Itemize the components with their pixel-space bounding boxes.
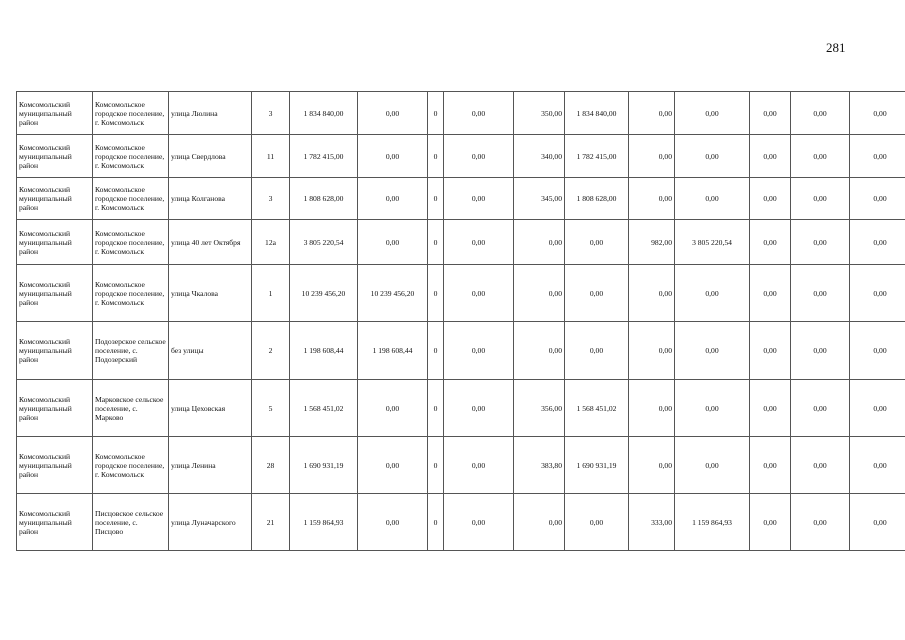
value-cell: 0,00 <box>444 265 514 322</box>
cost-cell: 0,00 <box>675 437 750 494</box>
area-cell: 982,00 <box>629 220 675 265</box>
area-cell: 345,00 <box>514 178 565 220</box>
value-cell: 0,00 <box>750 494 791 551</box>
cost-cell: 0,00 <box>675 178 750 220</box>
house-number-cell: 5 <box>252 380 290 437</box>
value-cell: 0,00 <box>750 178 791 220</box>
value-cell: 0,00 <box>791 322 850 380</box>
value-cell: 0,00 <box>850 265 905 322</box>
table-row <box>17 494 905 551</box>
cost-cell: 0,00 <box>675 380 750 437</box>
value-cell: 1 198 608,44 <box>358 322 428 380</box>
value-cell: 0,00 <box>444 135 514 178</box>
area-cell: 0,00 <box>629 437 675 494</box>
table-row <box>17 220 905 265</box>
value-cell: 0,00 <box>850 92 905 135</box>
count-cell: 0 <box>428 220 444 265</box>
table-row <box>17 178 905 220</box>
cost-cell: 0,00 <box>565 322 629 380</box>
table-row <box>17 322 905 380</box>
area-cell: 383,80 <box>514 437 565 494</box>
cost-cell: 1 159 864,93 <box>675 494 750 551</box>
street-cell: улица Колганова <box>169 178 252 220</box>
area-cell: 333,00 <box>629 494 675 551</box>
settlement-cell: Писцовское сельское поселение, с. Писцово <box>93 494 169 551</box>
cost-cell: 0,00 <box>565 494 629 551</box>
value-cell: 0,00 <box>850 322 905 380</box>
area-cell: 0,00 <box>514 265 565 322</box>
count-cell: 0 <box>428 265 444 322</box>
cost-cell: 0,00 <box>565 220 629 265</box>
value-cell: 0,00 <box>750 322 791 380</box>
value-cell: 0,00 <box>850 494 905 551</box>
value-cell: 0,00 <box>850 437 905 494</box>
value-cell: 0,00 <box>791 135 850 178</box>
total-cost-cell: 1 568 451,02 <box>290 380 358 437</box>
value-cell: 0,00 <box>444 322 514 380</box>
table-row <box>17 265 905 322</box>
value-cell: 0,00 <box>444 178 514 220</box>
value-cell: 0,00 <box>444 92 514 135</box>
area-cell: 0,00 <box>629 178 675 220</box>
street-cell: улица Свердлова <box>169 135 252 178</box>
value-cell: 0,00 <box>358 437 428 494</box>
area-cell: 0,00 <box>629 92 675 135</box>
cost-cell: 1 834 840,00 <box>565 92 629 135</box>
area-cell: 0,00 <box>514 322 565 380</box>
table-row <box>17 135 905 178</box>
value-cell: 0,00 <box>750 437 791 494</box>
value-cell: 0,00 <box>358 380 428 437</box>
value-cell: 0,00 <box>358 178 428 220</box>
value-cell: 0,00 <box>358 220 428 265</box>
area-cell: 0,00 <box>629 135 675 178</box>
count-cell: 0 <box>428 178 444 220</box>
cost-cell: 1 690 931,19 <box>565 437 629 494</box>
street-cell: улица Цеховская <box>169 380 252 437</box>
value-cell: 0,00 <box>791 178 850 220</box>
value-cell: 0,00 <box>444 437 514 494</box>
cost-cell: 0,00 <box>675 265 750 322</box>
value-cell: 0,00 <box>791 437 850 494</box>
value-cell: 0,00 <box>791 92 850 135</box>
table-row <box>17 380 905 437</box>
total-cost-cell: 1 690 931,19 <box>290 437 358 494</box>
settlement-cell: Комсомольское городское поселение, г. Комсомольск <box>93 265 169 322</box>
settlement-cell: Марковское сельское поселение, с. Марково <box>93 380 169 437</box>
area-cell: 0,00 <box>629 322 675 380</box>
value-cell: 0,00 <box>444 380 514 437</box>
value-cell: 0,00 <box>850 380 905 437</box>
value-cell: 0,00 <box>791 494 850 551</box>
count-cell: 0 <box>428 135 444 178</box>
house-number-cell: 11 <box>252 135 290 178</box>
district-cell: Комсомольский муниципальный район <box>17 265 93 322</box>
value-cell: 0,00 <box>750 265 791 322</box>
house-number-cell: 3 <box>252 178 290 220</box>
settlement-cell: Комсомольское городское поселение, г. Комсомольск <box>93 92 169 135</box>
district-cell: Комсомольский муниципальный район <box>17 437 93 494</box>
area-cell: 0,00 <box>514 220 565 265</box>
total-cost-cell: 1 834 840,00 <box>290 92 358 135</box>
value-cell: 0,00 <box>750 92 791 135</box>
district-cell: Комсомольский муниципальный район <box>17 494 93 551</box>
area-cell: 340,00 <box>514 135 565 178</box>
settlement-cell: Подозерское сельское поселение, с. Подозерский <box>93 322 169 380</box>
total-cost-cell: 1 159 864,93 <box>290 494 358 551</box>
count-cell: 0 <box>428 380 444 437</box>
value-cell: 0,00 <box>444 220 514 265</box>
count-cell: 0 <box>428 437 444 494</box>
value-cell: 0,00 <box>791 220 850 265</box>
value-cell: 0,00 <box>358 92 428 135</box>
cost-cell: 0,00 <box>565 265 629 322</box>
value-cell: 0,00 <box>791 380 850 437</box>
cost-cell: 0,00 <box>675 92 750 135</box>
page-number: 281 <box>826 40 846 55</box>
value-cell: 0,00 <box>358 494 428 551</box>
total-cost-cell: 1 808 628,00 <box>290 178 358 220</box>
table-row <box>17 92 905 135</box>
street-cell: без улицы <box>169 322 252 380</box>
total-cost-cell: 1 782 415,00 <box>290 135 358 178</box>
house-number-cell: 2 <box>252 322 290 380</box>
count-cell: 0 <box>428 494 444 551</box>
district-cell: Комсомольский муниципальный район <box>17 92 93 135</box>
house-number-cell: 21 <box>252 494 290 551</box>
value-cell: 0,00 <box>444 494 514 551</box>
area-cell: 0,00 <box>629 265 675 322</box>
value-cell: 0,00 <box>750 135 791 178</box>
cost-cell: 0,00 <box>675 322 750 380</box>
cost-cell: 1 568 451,02 <box>565 380 629 437</box>
area-cell: 350,00 <box>514 92 565 135</box>
cost-cell: 1 782 415,00 <box>565 135 629 178</box>
table-body <box>17 92 905 551</box>
settlement-cell: Комсомольское городское поселение, г. Комсомольск <box>93 135 169 178</box>
value-cell: 0,00 <box>850 220 905 265</box>
count-cell: 0 <box>428 92 444 135</box>
house-number-cell: 28 <box>252 437 290 494</box>
value-cell: 0,00 <box>850 135 905 178</box>
street-cell: улица 40 лет Октября <box>169 220 252 265</box>
house-number-cell: 12а <box>252 220 290 265</box>
count-cell: 0 <box>428 322 444 380</box>
value-cell: 0,00 <box>750 220 791 265</box>
street-cell: улица Чкалова <box>169 265 252 322</box>
value-cell: 0,00 <box>850 178 905 220</box>
settlement-cell: Комсомольское городское поселение, г. Комсомольск <box>93 178 169 220</box>
value-cell: 0,00 <box>358 135 428 178</box>
cost-cell: 3 805 220,54 <box>675 220 750 265</box>
area-cell: 356,00 <box>514 380 565 437</box>
house-number-cell: 1 <box>252 265 290 322</box>
cost-cell: 1 808 628,00 <box>565 178 629 220</box>
settlement-cell: Комсомольское городское поселение, г. Комсомольск <box>93 437 169 494</box>
total-cost-cell: 10 239 456,20 <box>290 265 358 322</box>
district-cell: Комсомольский муниципальный район <box>17 380 93 437</box>
street-cell: улица Ленина <box>169 437 252 494</box>
district-cell: Комсомольский муниципальный район <box>17 178 93 220</box>
value-cell: 10 239 456,20 <box>358 265 428 322</box>
value-cell: 0,00 <box>750 380 791 437</box>
settlement-cell: Комсомольское городское поселение, г. Комсомольск <box>93 220 169 265</box>
data-table <box>16 91 905 551</box>
house-number-cell: 3 <box>252 92 290 135</box>
district-cell: Комсомольский муниципальный район <box>17 322 93 380</box>
total-cost-cell: 1 198 608,44 <box>290 322 358 380</box>
street-cell: улица Люлина <box>169 92 252 135</box>
area-cell: 0,00 <box>629 380 675 437</box>
table-row <box>17 437 905 494</box>
total-cost-cell: 3 805 220,54 <box>290 220 358 265</box>
district-cell: Комсомольский муниципальный район <box>17 220 93 265</box>
district-cell: Комсомольский муниципальный район <box>17 135 93 178</box>
cost-cell: 0,00 <box>675 135 750 178</box>
value-cell: 0,00 <box>791 265 850 322</box>
street-cell: улица Луначарского <box>169 494 252 551</box>
area-cell: 0,00 <box>514 494 565 551</box>
